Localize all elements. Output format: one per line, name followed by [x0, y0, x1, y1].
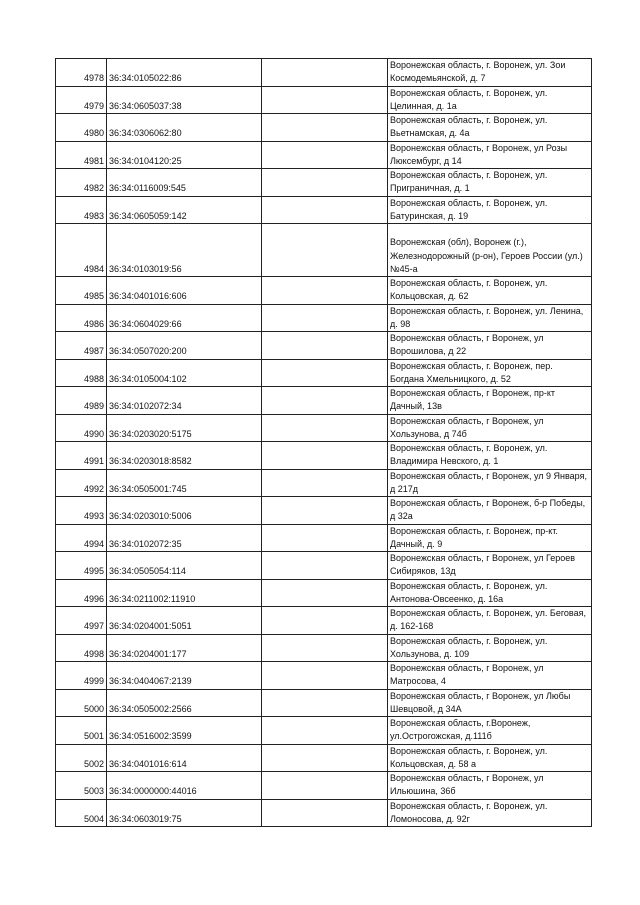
empty-cell	[262, 497, 388, 525]
row-number: 4983	[56, 196, 107, 224]
cadastral-number: 36:34:0203018:8582	[107, 442, 262, 470]
row-number: 4988	[56, 359, 107, 387]
address: Воронежская область, г Воронеж, пр-кт Дачный, 13в	[388, 387, 592, 415]
table-row	[56, 141, 592, 169]
row-number: 4996	[56, 579, 107, 607]
empty-cell	[262, 469, 388, 497]
table-row	[56, 414, 592, 442]
empty-cell	[262, 772, 388, 800]
address: Воронежская область, г. Воронеж, ул. Приграничная, д. 1	[388, 169, 592, 197]
table-row	[56, 332, 592, 360]
cadastral-number: 36:34:0203010:5006	[107, 497, 262, 525]
address: Воронежская область, г. Воронеж, ул. Зои Космодемьянской, д. 7	[388, 59, 592, 87]
cadastral-number: 36:34:0204001:5051	[107, 607, 262, 635]
registry-table-body	[56, 59, 592, 827]
row-number: 4994	[56, 524, 107, 552]
cadastral-number: 36:34:0604029:66	[107, 304, 262, 332]
empty-cell	[262, 799, 388, 827]
address: Воронежская область, г. Воронеж, ул. Хользунова, д. 109	[388, 634, 592, 662]
row-number: 5004	[56, 799, 107, 827]
cadastral-number: 36:34:0105022:86	[107, 59, 262, 87]
address: Воронежская область, г Воронеж, ул Хользунова, д 74б	[388, 414, 592, 442]
empty-cell	[262, 114, 388, 142]
address: Воронежская область, г. Воронеж, ул. Кольцовская, д. 62	[388, 277, 592, 305]
cadastral-number: 36:34:0102072:34	[107, 387, 262, 415]
address: Воронежская область, г. Воронеж, ул. Ломоносова, д. 92г	[388, 799, 592, 827]
address: Воронежская область, г. Воронеж, ул. Владимира Невского, д. 1	[388, 442, 592, 470]
row-number: 4991	[56, 442, 107, 470]
cadastral-number: 36:34:0105004:102	[107, 359, 262, 387]
cadastral-number: 36:34:0104120:25	[107, 141, 262, 169]
row-number: 4989	[56, 387, 107, 415]
table-row	[56, 689, 592, 717]
table-row	[56, 387, 592, 415]
table-row	[56, 662, 592, 690]
empty-cell	[262, 277, 388, 305]
cadastral-number: 36:34:0507020:200	[107, 332, 262, 360]
empty-cell	[262, 59, 388, 87]
address: Воронежская область, г. Воронеж, ул. Целинная, д. 1а	[388, 86, 592, 114]
cadastral-number: 36:34:0306062:80	[107, 114, 262, 142]
table-row	[56, 772, 592, 800]
address: Воронежская область, г. Воронеж, ул. Ленина, д. 98	[388, 304, 592, 332]
address: Воронежская область, г. Воронеж, ул. Беговая, д. 162-168	[388, 607, 592, 635]
table-row	[56, 634, 592, 662]
cadastral-number: 36:34:0505054:114	[107, 552, 262, 580]
table-row	[56, 59, 592, 87]
address: Воронежская область, г. Воронеж, ул. Вьетнамская, д. 4а	[388, 114, 592, 142]
table-row	[56, 552, 592, 580]
empty-cell	[262, 304, 388, 332]
table-row	[56, 579, 592, 607]
address: Воронежская область, г. Воронеж, ул. Антонова-Овсеенко, д. 16а	[388, 579, 592, 607]
table-row	[56, 304, 592, 332]
table-row	[56, 224, 592, 277]
empty-cell	[262, 552, 388, 580]
row-number: 4981	[56, 141, 107, 169]
address: Воронежская область, г. Воронеж, пер. Богдана Хмельницкого, д. 52	[388, 359, 592, 387]
row-number: 4998	[56, 634, 107, 662]
cadastral-number: 36:34:0401016:614	[107, 744, 262, 772]
row-number: 4982	[56, 169, 107, 197]
cadastral-number: 36:34:0605059:142	[107, 196, 262, 224]
row-number: 4985	[56, 277, 107, 305]
table-row	[56, 717, 592, 745]
row-number: 4992	[56, 469, 107, 497]
registry-table	[55, 58, 592, 827]
empty-cell	[262, 196, 388, 224]
address: Воронежская область, г Воронеж, ул Ильюшина, 36б	[388, 772, 592, 800]
table-row	[56, 469, 592, 497]
table-row	[56, 196, 592, 224]
empty-cell	[262, 689, 388, 717]
empty-cell	[262, 607, 388, 635]
empty-cell	[262, 387, 388, 415]
address: Воронежская область, г.Воронеж, ул.Острогожская, д.111б	[388, 717, 592, 745]
row-number: 4980	[56, 114, 107, 142]
cadastral-number: 36:34:0505002:2566	[107, 689, 262, 717]
address: Воронежская область, г Воронеж, ул Любы Шевцовой, д 34А	[388, 689, 592, 717]
cadastral-number: 36:34:0103019:56	[107, 224, 262, 277]
table-row	[56, 114, 592, 142]
row-number: 4993	[56, 497, 107, 525]
table-row	[56, 524, 592, 552]
row-number: 4978	[56, 59, 107, 87]
table-row	[56, 497, 592, 525]
table-row	[56, 799, 592, 827]
table-row	[56, 442, 592, 470]
empty-cell	[262, 662, 388, 690]
cadastral-number: 36:34:0102072:35	[107, 524, 262, 552]
table-row	[56, 744, 592, 772]
table-row	[56, 359, 592, 387]
row-number: 4999	[56, 662, 107, 690]
cadastral-number: 36:34:0404067:2139	[107, 662, 262, 690]
row-number: 5000	[56, 689, 107, 717]
table-row	[56, 277, 592, 305]
empty-cell	[262, 141, 388, 169]
address: Воронежская область, г. Воронеж, ул. Кольцовская, д. 58 а	[388, 744, 592, 772]
address: Воронежская область, г Воронеж, ул 9 Января, д 217д	[388, 469, 592, 497]
address: Воронежская область, г Воронеж, б-р Победы, д 32а	[388, 497, 592, 525]
row-number: 4986	[56, 304, 107, 332]
row-number: 4979	[56, 86, 107, 114]
cadastral-number: 36:34:0000000:44016	[107, 772, 262, 800]
row-number: 4990	[56, 414, 107, 442]
row-number: 5001	[56, 717, 107, 745]
table-row	[56, 86, 592, 114]
row-number: 4995	[56, 552, 107, 580]
empty-cell	[262, 332, 388, 360]
empty-cell	[262, 634, 388, 662]
empty-cell	[262, 224, 388, 277]
row-number: 5002	[56, 744, 107, 772]
empty-cell	[262, 442, 388, 470]
cadastral-number: 36:34:0204001:177	[107, 634, 262, 662]
row-number: 4987	[56, 332, 107, 360]
row-number: 4997	[56, 607, 107, 635]
cadastral-number: 36:34:0116009:545	[107, 169, 262, 197]
empty-cell	[262, 744, 388, 772]
empty-cell	[262, 524, 388, 552]
cadastral-number: 36:34:0603019:75	[107, 799, 262, 827]
cadastral-number: 36:34:0516002:3599	[107, 717, 262, 745]
address: Воронежская (обл), Воронеж (г.), Железнодорожный (р-он), Героев России (ул.) №45-а	[388, 224, 592, 277]
cadastral-number: 36:34:0401016:606	[107, 277, 262, 305]
address: Воронежская область, г Воронеж, ул Героев Сибиряков, 13д	[388, 552, 592, 580]
empty-cell	[262, 169, 388, 197]
address: Воронежская область, г. Воронеж, ул. Батуринская, д. 19	[388, 196, 592, 224]
address: Воронежская область, г Воронеж, ул Розы Люксембург, д 14	[388, 141, 592, 169]
cadastral-number: 36:34:0203020:5175	[107, 414, 262, 442]
empty-cell	[262, 717, 388, 745]
row-number: 4984	[56, 224, 107, 277]
empty-cell	[262, 359, 388, 387]
address: Воронежская область, г. Воронеж, пр-кт. Дачный, д. 9	[388, 524, 592, 552]
table-row	[56, 169, 592, 197]
empty-cell	[262, 86, 388, 114]
address: Воронежская область, г Воронеж, ул Ворошилова, д 22	[388, 332, 592, 360]
row-number: 5003	[56, 772, 107, 800]
empty-cell	[262, 414, 388, 442]
cadastral-number: 36:34:0505001:745	[107, 469, 262, 497]
cadastral-number: 36:34:0605037:38	[107, 86, 262, 114]
empty-cell	[262, 579, 388, 607]
address: Воронежская область, г Воронеж, ул Матросова, 4	[388, 662, 592, 690]
cadastral-number: 36:34:0211002:11910	[107, 579, 262, 607]
table-row	[56, 607, 592, 635]
